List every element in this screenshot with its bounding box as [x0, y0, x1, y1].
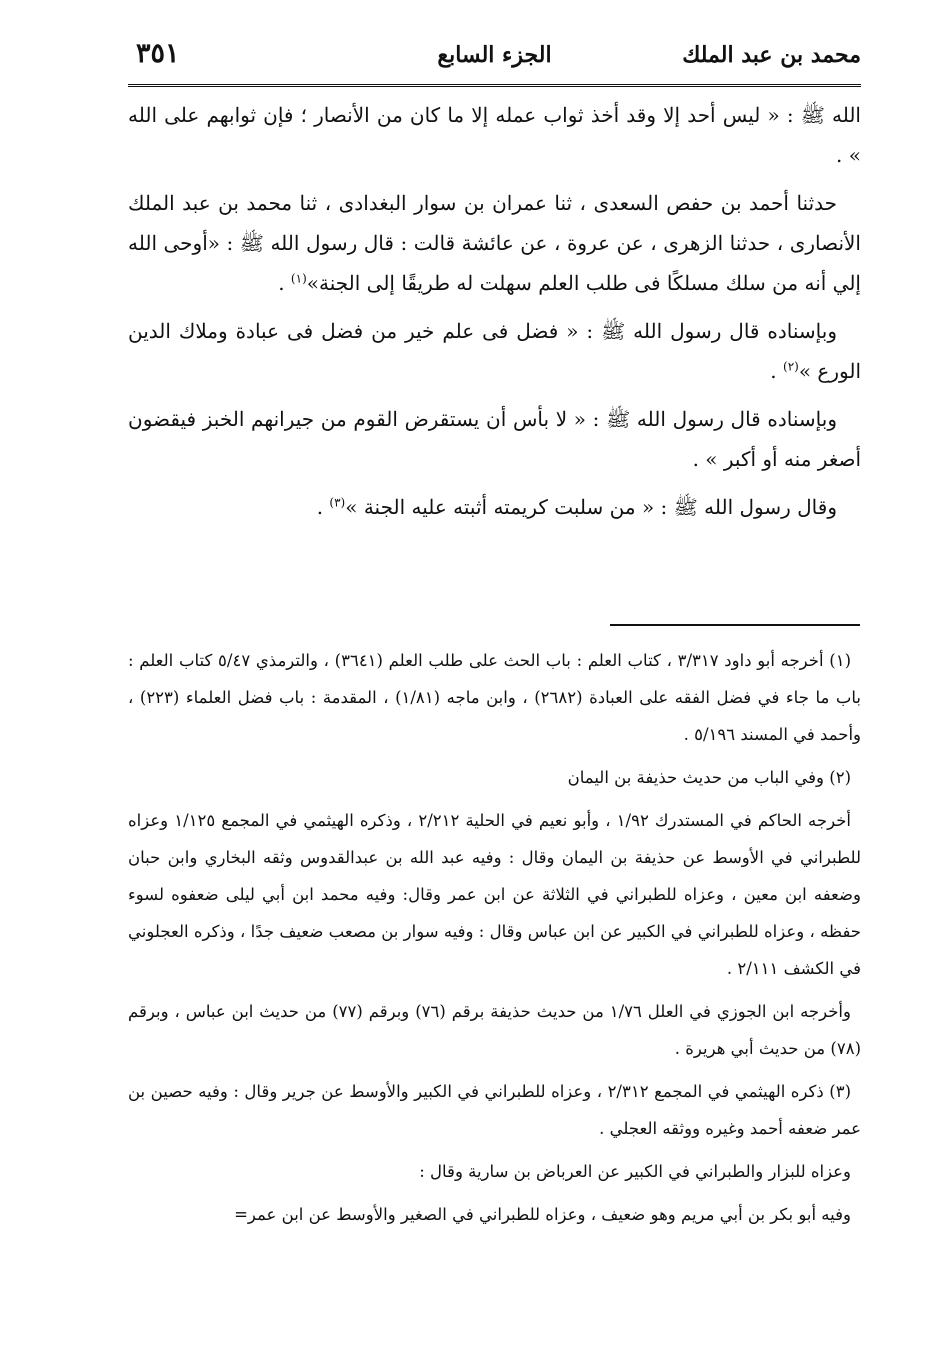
paragraph: وقال رسول الله ﷺ : « من سلبت كريمته أثبته عليه الجنة »$^{(٣)}$ . — [316, 495, 837, 519]
header-rule — [128, 84, 861, 87]
footnote: (٣) ذكره الهيثمي في المجمع ٢/٣١٢ ، وعزاه للطبراني في الكبير والأوسط عن جرير وقال : وفيه حصين بن عمر ضعفه أحمد وغيره ووثقه العجلي . — [128, 1082, 861, 1138]
footnote-rule — [610, 624, 860, 626]
header-volume: الجزء السابع — [437, 42, 552, 68]
paragraph: حدثنا أحمد بن حفص السعدى ، ثنا عمران بن سوار البغدادى ، ثنا محمد بن عبد الملك الأنصارى ، حدثنا الزهرى ، عن عروة ، عن عائشة قالت : قال رسول الله ﷺ : «أوحى الله إلي أنه من سلك مسلكًا فى طلب العلم سهلت له طريقًا إلى الجنة»$^{(١)}$ . — [128, 191, 861, 295]
header-author: محمد بن عبد الملك — [682, 42, 861, 68]
footnotes — [128, 642, 861, 1239]
footnote: أخرجه الحاكم في المستدرك ١/٩٢ ، وأبو نعيم في الحلية ٢/٢١٢ ، وذكره الهيثمي في المجمع ١/١٢٥ وعزاه للطبراني في الأوسط عن حذيفة بن اليمان وقال : وفيه عبد الله بن عبدالقدوس وثقه البخاري وابن حبان وضعفه ابن معين ، وعزاه للطبراني في الثلاثة عن ابن عمر وقال: وفيه محمد ابن أبي ليلى ضعفوه لسوء حفظه ، وعزاه للطبراني في الكبير عن ابن عباس وقال : وفيه سوار بن مصعب ضعيف جدًا ، وذكره العجلوني في الكشف ٢/١١١ . — [128, 811, 861, 978]
paragraph: الله ﷺ : « ليس أحد إلا وقد أخذ ثواب عمله إلا ما كان من الأنصار ؛ فإن ثوابهم على الله » . — [128, 103, 861, 167]
footnote-ref: (٢) — [783, 359, 799, 374]
paragraph: وبإسناده قال رسول الله ﷺ : « لا بأس أن يستقرض القوم من جيرانهم الخبز فيقضون أصغر منه أو أكبر » . — [128, 407, 861, 471]
page-number: ٣٥١ — [136, 38, 180, 69]
main-text — [128, 95, 861, 535]
footnote: وعزاه للبزار والطبراني في الكبير عن العرباض بن سارية وقال : — [419, 1162, 851, 1181]
footnote: وأخرجه ابن الجوزي في العلل ١/٧٦ من حديث حذيفة برقم (٧٦) وبرقم (٧٧) من حديث ابن عباس ، وبرقم (٧٨) من حديث أبي هريرة . — [128, 1002, 861, 1058]
running-header — [128, 38, 861, 84]
footnote-ref: (٣) — [329, 495, 346, 510]
paragraph: وبإسناده قال رسول الله ﷺ : « فضل فى علم خير من فضل فى عبادة وملاك الدين الورع »$^{(٢)}$ . — [128, 319, 861, 383]
footnote: وفيه أبو بكر بن أبي مريم وهو ضعيف ، وعزاه للطبراني في الصغير والأوسط عن ابن عمر= — [234, 1205, 851, 1224]
footnote: (١) أخرجه أبو داود ٣/٣١٧ ، كتاب العلم : باب الحث على طلب العلم (٣٦٤١) ، والترمذي ٥/٤٧ كتاب العلم : باب ما جاء في فضل الفقه على العبادة (٢٦٨٢) ، وابن ماجه (١/٨١) ، المقدمة : باب فضل العلماء (٢٢٣) ، وأحمد في المسند ٥/١٩٦ . — [128, 651, 861, 744]
footnote-ref: (١) — [290, 271, 307, 286]
footnote: (٢) وفي الباب من حديث حذيفة بن اليمان — [567, 768, 851, 787]
